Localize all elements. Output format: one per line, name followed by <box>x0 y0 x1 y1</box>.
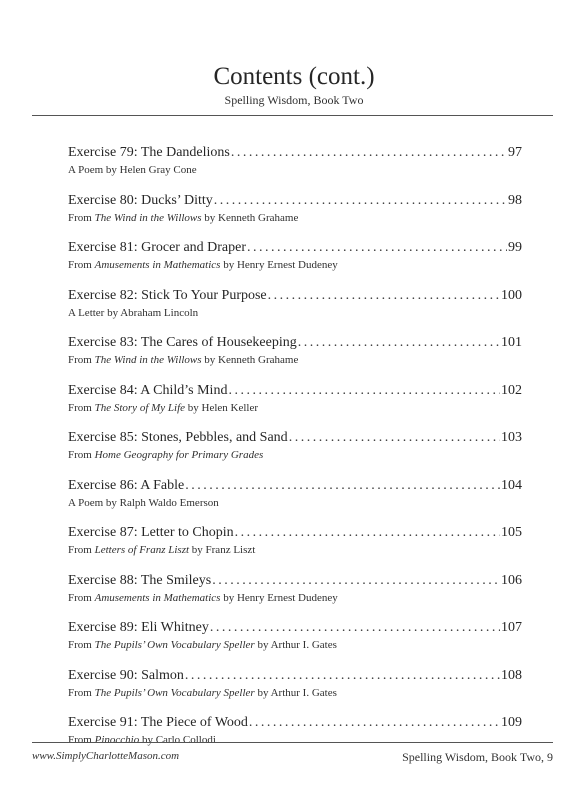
page-subtitle: Spelling Wisdom, Book Two <box>224 93 364 107</box>
dot-leader <box>235 524 500 542</box>
entry-title-line <box>68 619 522 637</box>
source-work-title: Letters of Franz Liszt <box>94 544 190 556</box>
entry-page-number: 100 <box>501 287 522 303</box>
source-work-title: The Story of My Life <box>94 401 186 414</box>
contents-entry <box>68 524 522 572</box>
entry-title-line <box>68 429 522 447</box>
source-work-title: The Wind in the Willows <box>94 211 202 224</box>
entry-title-line <box>68 239 522 257</box>
contents-entry <box>68 619 522 667</box>
source-text: A Poem by Ralph Waldo Emerson <box>68 496 219 509</box>
entry-title-line <box>68 334 522 352</box>
contents-entry <box>68 429 522 477</box>
dot-leader <box>214 192 507 210</box>
source-text: A Letter by Abraham Lincoln <box>68 306 199 319</box>
entry-title: Exercise 91: The Piece of Wood <box>68 715 248 730</box>
entry-title: Exercise 86: A Fable <box>68 477 185 493</box>
entry-page-number: 105 <box>501 525 522 540</box>
source-work-title: Amusements in Mathematics <box>94 591 221 604</box>
contents-entry <box>68 572 522 620</box>
entry-page-number: 104 <box>501 477 522 493</box>
entry-title-line <box>68 192 522 210</box>
entry-page-number: 106 <box>501 572 522 588</box>
source-text: From <box>68 639 95 651</box>
source-work-title: Pinocchio <box>94 734 140 746</box>
contents-list <box>68 144 522 762</box>
page-header <box>0 62 588 108</box>
entry-title: Exercise 79: The Dandelions <box>68 145 230 160</box>
entry-page-number: 109 <box>501 715 522 730</box>
source-author: by Arthur I. Gates <box>254 686 337 699</box>
contents-entry <box>68 287 522 335</box>
source-author: by Carlo Collodi <box>139 734 216 746</box>
contents-entry <box>68 477 522 525</box>
contents-entry <box>68 192 522 240</box>
dot-leader <box>268 287 500 305</box>
source-author: by Kenneth Grahame <box>201 354 299 366</box>
entry-source <box>68 496 522 511</box>
entry-title-line <box>68 287 522 305</box>
source-work-title: Amusements in Mathematics <box>94 259 221 271</box>
source-author: by Henry Ernest Dudeney <box>220 259 338 271</box>
source-text: From <box>68 734 95 746</box>
contents-entry <box>68 334 522 382</box>
source-work-title: The Pupils’ Own Vocabulary Speller <box>94 639 255 651</box>
source-text: From <box>68 259 95 271</box>
entry-title: Exercise 90: Salmon <box>68 667 184 683</box>
source-text: From <box>68 544 95 556</box>
dot-leader <box>185 667 500 685</box>
entry-source <box>68 306 522 321</box>
source-text: From <box>68 401 95 414</box>
entry-title: Exercise 83: The Cares of Housekeeping <box>68 335 297 350</box>
dot-leader <box>231 144 507 162</box>
entry-title: Exercise 89: Eli Whitney <box>68 620 209 635</box>
entry-title-line <box>68 667 522 685</box>
entry-title-line <box>68 382 522 400</box>
entry-page-number: 99 <box>508 240 522 255</box>
source-text: A Poem by Helen Gray Cone <box>68 164 197 176</box>
entry-source <box>68 733 522 748</box>
entry-page-number: 107 <box>501 620 522 635</box>
source-text: From <box>68 686 95 699</box>
entry-source <box>68 353 522 368</box>
source-text: From <box>68 211 95 224</box>
source-work-title: Home Geography for Primary Grades <box>94 449 264 461</box>
entry-title-line <box>68 144 522 162</box>
header-divider <box>32 115 553 116</box>
contents-entry <box>68 382 522 430</box>
entry-title: Exercise 81: Grocer and Draper <box>68 240 247 255</box>
entry-title-line <box>68 524 522 542</box>
source-work-title: The Wind in the Willows <box>94 354 202 366</box>
entry-page-number: 101 <box>501 335 522 350</box>
entry-source <box>68 638 522 653</box>
footer-divider <box>32 742 553 743</box>
dot-leader <box>228 382 500 400</box>
entry-source <box>68 258 522 273</box>
source-author: by Arthur I. Gates <box>254 639 337 651</box>
contents-entry <box>68 239 522 287</box>
source-author: by Kenneth Grahame <box>201 211 299 224</box>
entry-title: Exercise 87: Letter to Chopin <box>68 525 234 540</box>
source-text: From <box>68 354 95 366</box>
entry-title: Exercise 85: Stones, Pebbles, and Sand <box>68 430 288 445</box>
entry-page-number: 98 <box>508 192 522 208</box>
footer-page-label: Spelling Wisdom, Book Two, 9 <box>402 750 553 764</box>
entry-page-number: 108 <box>501 667 522 683</box>
contents-entry <box>68 667 522 715</box>
entry-title: Exercise 82: Stick To Your Purpose <box>68 287 267 303</box>
entry-title: Exercise 88: The Smileys <box>68 572 212 588</box>
entry-title-line <box>68 714 522 732</box>
source-author: by Henry Ernest Dudeney <box>220 591 338 604</box>
entry-page-number: 97 <box>508 145 522 160</box>
entry-source <box>68 686 522 701</box>
dot-leader <box>185 477 500 495</box>
entry-source <box>68 591 522 606</box>
entry-source <box>68 401 522 416</box>
source-author: by Franz Liszt <box>189 544 256 556</box>
dot-leader <box>210 619 500 637</box>
dot-leader <box>249 714 500 732</box>
source-text: From <box>68 591 95 604</box>
entry-page-number: 102 <box>501 382 522 398</box>
source-text: From <box>68 449 95 461</box>
footer-website: www.SimplyCharlotteMason.com <box>32 750 180 762</box>
source-author: by Helen Keller <box>185 401 259 414</box>
source-work-title: The Pupils’ Own Vocabulary Speller <box>94 686 255 699</box>
dot-leader <box>298 334 500 352</box>
entry-source <box>68 543 522 558</box>
dot-leader <box>212 572 500 590</box>
entry-page-number: 103 <box>501 430 522 445</box>
entry-source <box>68 163 522 178</box>
entry-source <box>68 448 522 463</box>
contents-entry <box>68 144 522 192</box>
entry-title: Exercise 84: A Child’s Mind <box>68 382 228 398</box>
entry-source <box>68 211 522 226</box>
dot-leader <box>247 239 507 257</box>
dot-leader <box>289 429 500 447</box>
page-title: Contents (cont.) <box>213 63 375 90</box>
entry-title-line <box>68 572 522 590</box>
entry-title: Exercise 80: Ducks’ Ditty <box>68 192 213 208</box>
entry-title-line <box>68 477 522 495</box>
